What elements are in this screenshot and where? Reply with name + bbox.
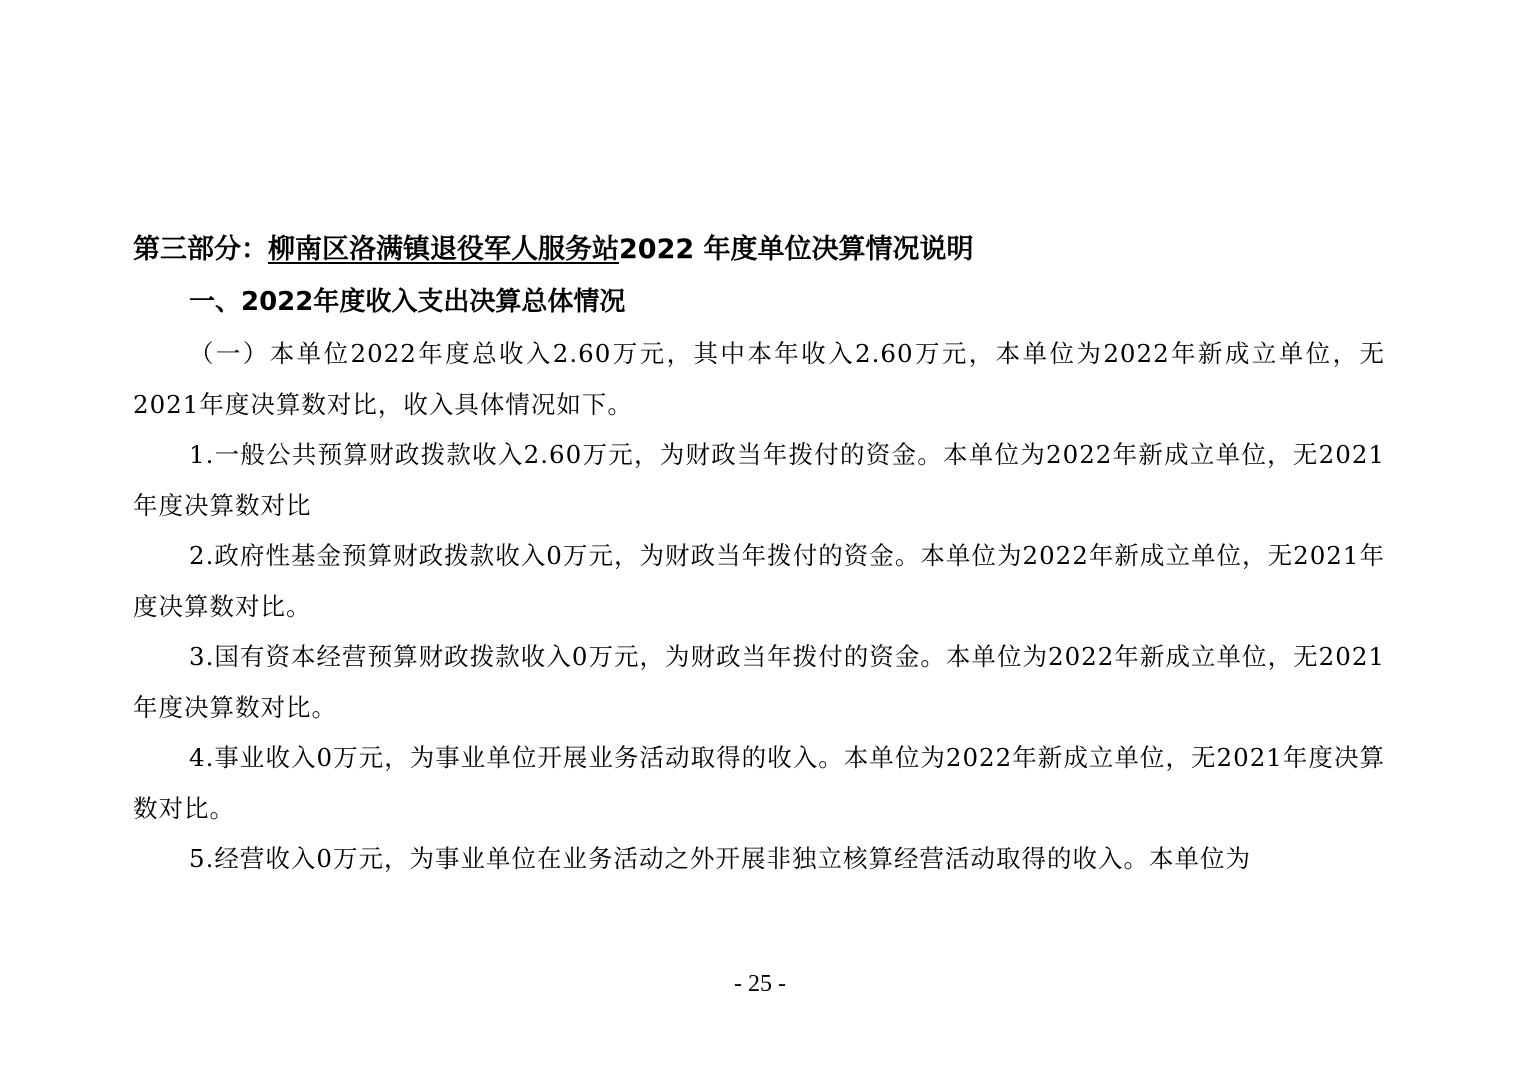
paragraph-government-fund-income: 2.政府性基金预算财政拨款收入0万元，为财政当年拨付的资金。本单位为2022年新成立单位，无2021年度决算数对比。 xyxy=(133,541,1385,621)
paragraph-total-income: （一）本单位2022年度总收入2.60万元，其中本年收入2.60万元，本单位为2022年新成立单位，无2021年度决算数对比，收入具体情况如下。 xyxy=(133,339,1385,419)
paragraph-general-budget-income: 1.一般公共预算财政拨款收入2.60万元，为财政当年拨付的资金。本单位为2022年新成立单位，无2021年度决算数对比 xyxy=(133,440,1385,520)
unit-name: 柳南区洛满镇退役军人服务站 xyxy=(268,234,619,265)
part-title-suffix: 2022 年度单位决算情况说明 xyxy=(619,234,974,265)
paragraph-state-capital-income: 3.国有资本经营预算财政拨款收入0万元，为财政当年拨付的资金。本单位为2022年新成立单位，无2021年度决算数对比。 xyxy=(133,642,1385,722)
part-title-prefix: 第三部分： xyxy=(133,234,268,265)
section-heading: 一、2022年度收入支出决算总体情况 xyxy=(189,287,626,317)
paragraph-operating-income: 5.经营收入0万元，为事业单位在业务活动之外开展非独立核算经营活动取得的收入。本单位为 xyxy=(189,844,1251,873)
page-number: - 25 - xyxy=(734,971,786,997)
paragraph-business-income: 4.事业收入0万元，为事业单位开展业务活动取得的收入。本单位为2022年新成立单位，无2021年度决算数对比。 xyxy=(133,743,1385,823)
part-title xyxy=(133,230,974,270)
